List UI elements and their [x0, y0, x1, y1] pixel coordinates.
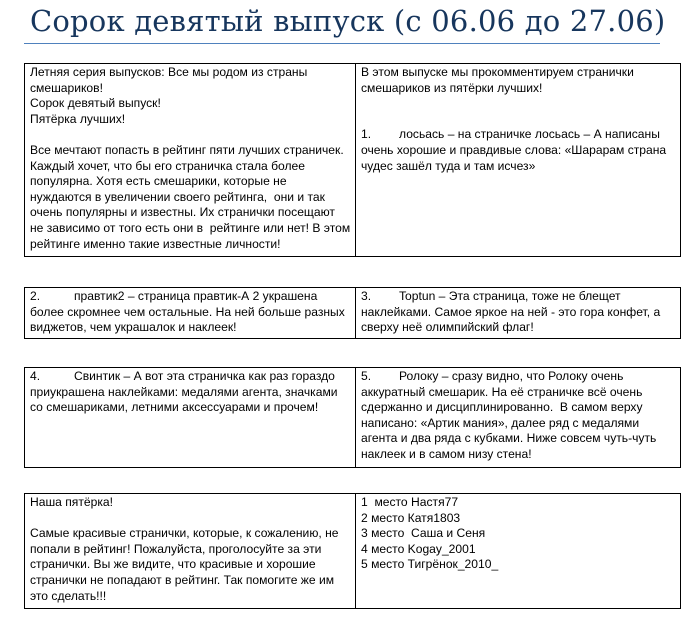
rating-cell-2	[25, 288, 356, 339]
ranking-place-4: 4 место Kogay_2001	[361, 541, 476, 556]
rating-cell-4	[25, 368, 356, 468]
rating-item-number: 3.	[361, 289, 372, 303]
rating-item-number: 5.	[361, 369, 372, 383]
rating-item-number: 2.	[30, 289, 41, 303]
our-five-table	[24, 493, 681, 609]
rating-item-number: 1.	[361, 127, 372, 142]
rating-item-text: Свинтик – А вот эта страничка как раз гораздо приукрашена наклейками: медалями агента, значками со смешариками, летними аксессуарами и прочем!	[30, 369, 341, 415]
ranking-place-1: 1 место Настя77	[361, 495, 459, 509]
rating-item-text: лосьась – на страничке лосьась – А написаны очень хорошие и правдивые слова: «Шарарам страна чудес зашёл туда и там исчез»	[361, 127, 670, 173]
our-five-left-cell	[25, 494, 356, 609]
intro-left-cell	[25, 64, 356, 257]
rating-item-text: Toptun – Эта страница, тоже не блещет наклейками. Самое яркое на ней - это гора конфет, а сверху неё олимпийский флаг!	[361, 289, 664, 335]
rating-item-text: правтик2 – страница правтик-А 2 украшена более скромнее чем остальные. На ней больше разных виджетов, чем украшалок и наклеек!	[30, 289, 349, 335]
rating-cell-3	[356, 288, 681, 339]
rating-item-1	[361, 127, 676, 174]
our-five-paragraph: Самые красивые странички, которые, к сожалению, не попали в рейтинг! Пожалуйста, проголосуйте за эти странички. Вы же видите, что красивые и хорошие странички не попадают в рейтинг. Так помогите же им это сделать!!!	[30, 526, 342, 603]
intro-table	[24, 63, 681, 257]
intro-right-cell	[356, 64, 681, 257]
ranking-place-3: 3 место Саша и Сеня	[361, 526, 486, 541]
our-five-heading: Наша пятёрка!	[30, 495, 113, 509]
ranking-place-2: 2 место Катя1803	[361, 510, 461, 525]
rating-table-4-5	[24, 367, 681, 468]
rating-item-number: 4.	[30, 369, 41, 383]
intro-line: Летняя серия выпусков: Все мы родом из страны смешариков!	[30, 65, 311, 95]
rating-table-2-3	[24, 287, 681, 339]
intro-line: Сорок девятый выпуск!	[30, 96, 161, 111]
title-underline	[24, 43, 660, 44]
page-title: Сорок девятый выпуск (с 06.06 до 27.06)	[30, 4, 666, 38]
ranking-place-5: 5 место Тигрёнок_2010_	[361, 557, 499, 572]
our-five-ranking-cell	[356, 494, 681, 609]
intro-line: Пятёрка лучших!	[30, 111, 126, 126]
intro-right-text: В этом выпуске мы прокомментируем странички смешариков из пятёрки лучших!	[361, 65, 638, 95]
rating-item-text: Ролоку – сразу видно, что Ролоку очень аккуратный смешарик. На её страничке всё очень сдержанно и дисциплинированно. В самом верху написано: «Артик мания», далее ряд с медалями агента и два ряда с кубками. Ниже совсем чуть-чуть наклеек и в самом низу стена!	[361, 369, 660, 461]
intro-paragraph: Все мечтают попасть в рейтинг пяти лучших страничек. Каждый хочет, что бы его страничка стала более популярна. Хотя есть смешарики, которые не нуждаются в увеличении своего рейтинга, они и так очень популярны и известны. Их странички посещают не зависимо от того есть они в рейтинге или нет! В этом рейтинге именно такие известные личности!	[30, 142, 354, 251]
rating-cell-5	[356, 368, 681, 468]
